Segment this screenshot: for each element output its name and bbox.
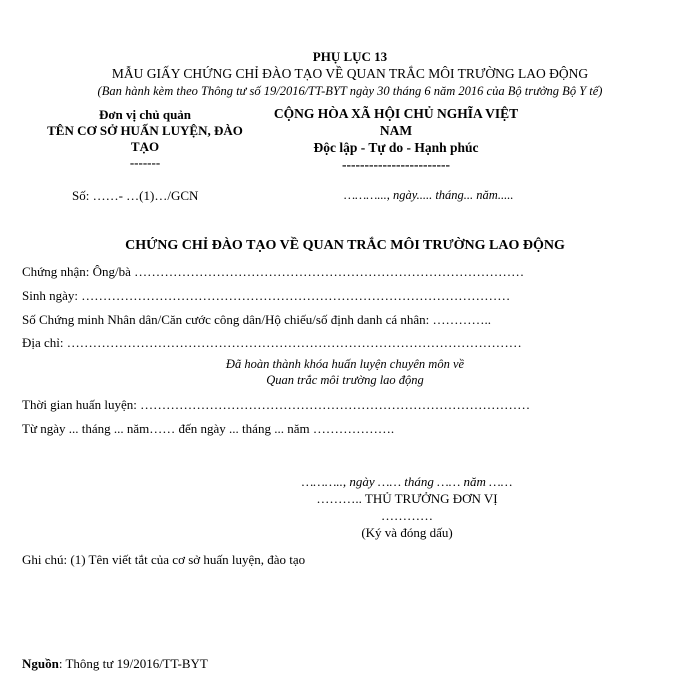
appendix-note: (Ban hành kèm theo Thông tư số 19/2016/TT-BYT ngày 30 tháng 6 năm 2016 của Bộ trưởng Bộ Y tế) — [97, 84, 603, 98]
signature-note: (Ký và đóng dấu) — [361, 525, 453, 540]
signature-block — [276, 473, 538, 541]
completion-statement — [0, 356, 690, 388]
training-facility-name: TÊN CƠ SỞ HUẤN LUYỆN, ĐÀO — [47, 123, 243, 138]
certificate-title: CHỨNG CHỈ ĐÀO TẠO VỀ QUAN TRẮC MÔI TRƯỜNG LAO ĐỘNG — [125, 238, 565, 253]
training-time-field: Thời gian huấn luyện: ……………………………………………………………………………… — [22, 397, 531, 412]
source-line — [22, 656, 208, 672]
national-name-cont: NAM — [379, 123, 413, 138]
parent-unit-label: Đơn vị chủ quản — [98, 107, 192, 122]
training-facility-name-cont: TẠO — [130, 139, 160, 154]
certificate-number: Số: ……- …(1)…/GCN — [72, 188, 199, 203]
signature-title: ……….. THỦ TRƯỞNG ĐƠN VỊ — [316, 491, 498, 506]
appendix-number: PHỤ LỤC 13 — [312, 49, 388, 64]
id-number-field: Số Chứng minh Nhân dân/Căn cước công dân/Hộ chiếu/số định danh cá nhân: ………….. — [22, 312, 492, 327]
address-field: Địa chỉ: …………………………………………………………………………………………… — [22, 335, 522, 350]
appendix-title: MẪU GIẤY CHỨNG CHỈ ĐÀO TẠO VỀ QUAN TRẮC MÔI TRƯỜNG LAO ĐỘNG — [111, 66, 589, 81]
org-separator: ------- — [129, 155, 161, 170]
recipient-field: Chứng nhận: Ông/bà ……………………………………………………………………………… — [22, 264, 525, 279]
signature-dots: ………… — [381, 508, 433, 523]
national-name: CỘNG HÒA XÃ HỘI CHỦ NGHĨA VIỆT — [273, 106, 519, 121]
signature-date-line: ……….., ngày …… tháng …… năm …… — [301, 474, 513, 489]
completion-line-1: Đã hoàn thành khóa huấn luyện chuyên môn về — [225, 357, 465, 371]
issuing-organization-block — [20, 107, 270, 171]
national-motto: Độc lập - Tự do - Hạnh phúc — [313, 140, 479, 155]
source-text: : Thông tư 19/2016/TT-BYT — [58, 656, 208, 671]
training-date-range-field: Từ ngày ... tháng ... năm…… đến ngày ... tháng ... năm ………………. — [22, 421, 395, 436]
national-separator: ------------------------ — [342, 157, 450, 172]
national-header-block — [262, 105, 530, 173]
birthdate-field: Sinh ngày: ……………………………………………………………………………………… — [22, 288, 511, 303]
completion-line-2: Quan trắc môi trường lao động — [266, 373, 424, 387]
footnote: Ghi chú: (1) Tên viết tắt của cơ sở huấn luyện, đào tạo — [22, 552, 306, 567]
source-label: Nguồn — [22, 656, 59, 671]
issue-date-line: ………..., ngày..... tháng... năm..... — [344, 188, 514, 202]
